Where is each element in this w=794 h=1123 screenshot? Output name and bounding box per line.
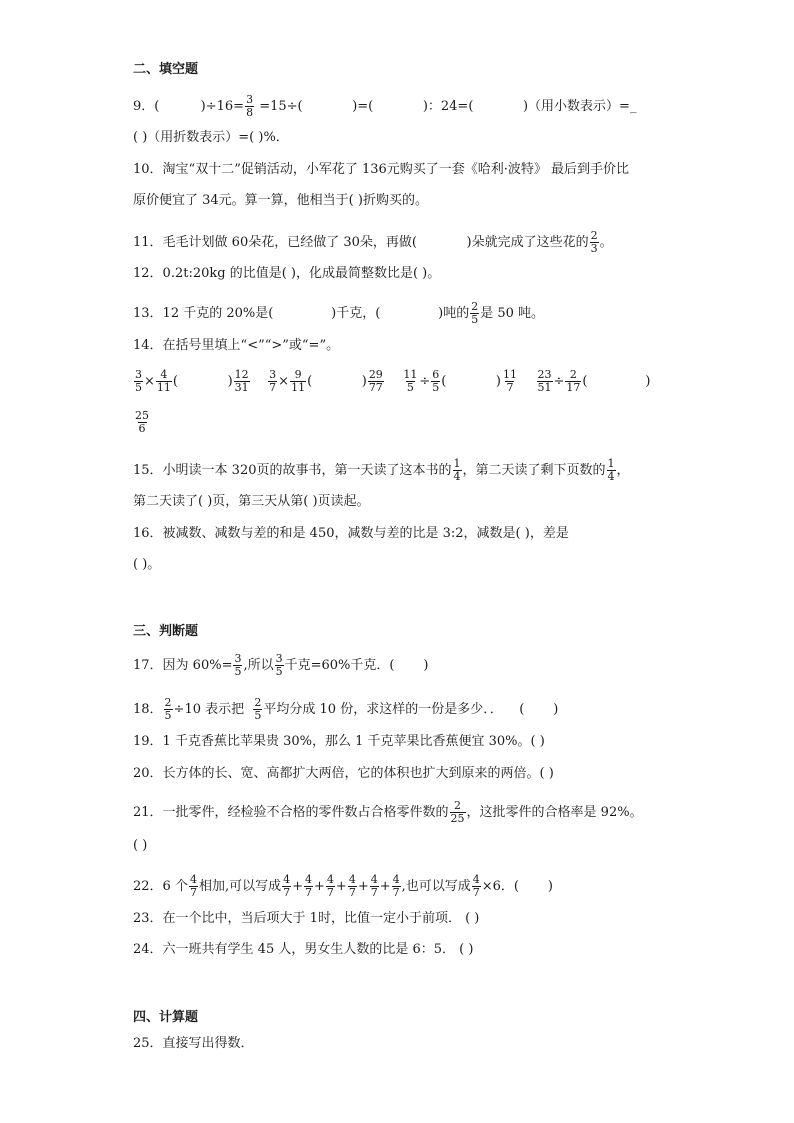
fraction: $\frac{1}{4}$ <box>453 457 461 483</box>
fraction: $\frac{29}{77}$ <box>368 368 383 394</box>
question-16-cont: ( )。 <box>133 557 161 572</box>
question-23: 23．在一个比中，当后项大于 1时，比值一定小于前项． ( ) <box>133 911 480 926</box>
answer-blank: ( ) <box>582 373 651 389</box>
fraction: $\frac{3}{7}$ <box>269 368 277 394</box>
fraction: $\frac{4}{7}$ <box>305 873 312 899</box>
fraction: $\frac{4}{7}$ <box>392 873 400 899</box>
q13-text-b: 是 50 吨。 <box>480 305 545 321</box>
fraction: $\frac{4}{7}$ <box>348 873 356 899</box>
section-heading-fill-blank: 二、填空题 <box>133 62 199 77</box>
fraction: $\frac{4}{7}$ <box>283 873 291 899</box>
question-14-comparisons: $\frac{3}{5}$ × $\frac{4}{11}$ ( ) $\frac{12}{31}$ $\frac{3}{7}$ × $\frac{9}{11}$ ( ) $\frac{29}{77}$ $\frac{11}{5}$ ÷ $\frac{6}{5}$ ( ) $\frac{11}{7}$ $\frac{23}{51}$ ÷ $\frac{2}{17}$ ( ) <box>135 368 651 394</box>
question-14: 14．在括号里填上“<”“>”或“=”。 <box>133 338 340 353</box>
answer-blank: ( ) <box>441 373 501 389</box>
question-22: 22．6 个 $\frac{4}{7}$ 相加,可以写成 $\frac{4}{7}$ + $\frac{4}{7}$ + $\frac{4}{7}$ + $\frac{4}{7}$ + $\frac{4}{7}$ + $\frac{4}{7}$ ,也可以写成 $\frac{4}{7}$ ×6．( ) <box>133 873 553 899</box>
fraction: $\frac{4}{7}$ <box>370 873 378 899</box>
question-17: 17．因为 60%= $\frac{3}{5}$ ,所以 $\frac{3}{5}$ 千克=60%千克．( ) <box>133 652 429 678</box>
section-heading-calculation: 四、计算题 <box>133 1010 199 1025</box>
fraction: $\frac{4}{7}$ <box>189 873 197 899</box>
question-14-last-fraction <box>133 410 151 435</box>
fraction: $\frac{6}{5}$ <box>432 368 440 394</box>
q9-text-a: 9．( )÷16= <box>133 98 245 114</box>
fraction: $\frac{3}{5}$ <box>275 652 283 678</box>
fraction: $\frac{2}{5}$ <box>254 696 262 722</box>
question-16: 16．被减数、减数与差的和是 450，减数与差的比是 3:2，减数是( )，差是 <box>133 526 569 541</box>
fraction: $\frac{3}{5}$ <box>234 652 242 678</box>
question-15 <box>133 458 630 483</box>
q15-text-a: 15．小明读一本 320页的故事书，第一天读了这本书的 <box>133 462 452 478</box>
fraction: $\frac{12}{31}$ <box>234 368 249 394</box>
question-11 <box>133 230 613 255</box>
fraction: $\frac{4}{11}$ <box>156 368 171 394</box>
fraction: $\frac{25}{6}$ <box>135 409 149 435</box>
question-10-cont: 原价便宜了 34元。算一算，他相当于( )折购买的。 <box>133 193 428 208</box>
q11-text-a: 11．毛毛计划做 60朵花，已经做了 30朵，再做( )朵就完成了这些花的 <box>133 234 589 250</box>
question-15-cont: 第二天读了( )页，第三天从第( )页读起。 <box>133 494 370 509</box>
question-20: 20．长方体的长、宽、高都扩大两倍，它的体积也扩大到原来的两倍。( ) <box>133 766 554 781</box>
question-10: 10．淘宝“双十二”促销活动，小军花了 136元购买了一套《哈利·波特》 最后到手价比 <box>133 162 630 177</box>
question-19: 19．1 千克香蕉比苹果贵 30%，那么 1 千克苹果比香蕉便宜 30%。( ) <box>133 734 545 749</box>
fraction: $\frac{2}{17}$ <box>566 368 581 394</box>
fraction: $\frac{2}{5}$ <box>164 696 172 722</box>
question-21-cont: ( ) <box>133 838 148 853</box>
q13-text-a: 13．12 千克的 20%是( )千克，( )吨的 <box>133 305 470 321</box>
question-12: 12．0.2t:20kg 的比值是( )，化成最简整数比是( )。 <box>133 266 441 281</box>
answer-blank: ( ) <box>172 373 233 389</box>
fraction: $\frac{23}{51}$ <box>537 368 552 394</box>
fraction: $\frac{11}{5}$ <box>403 368 418 394</box>
fraction: $\frac{4}{7}$ <box>472 873 480 899</box>
question-13 <box>133 301 544 326</box>
question-18: 18． $\frac{2}{5}$ ÷10 表示把 $\frac{2}{5}$ 平均分成 10 份，求这样的一份是多少．． ( ) <box>133 696 559 722</box>
q11-text-b: 。 <box>599 234 613 250</box>
q9-text-b: =15÷( )=( )：24=( )（用小数表示）=_ <box>255 98 637 114</box>
fraction: $\frac{11}{7}$ <box>502 368 517 394</box>
fraction: $\frac{9}{11}$ <box>291 368 306 394</box>
fraction: $\frac{2}{5}$ <box>471 300 479 326</box>
question-24: 24．六一班共有学生 45 人，男女生人数的比是 6：5． ( ) <box>133 942 474 957</box>
section-heading-true-false: 三、判断题 <box>133 624 199 639</box>
fraction: $\frac{1}{4}$ <box>607 457 615 483</box>
answer-blank: ( ) <box>307 373 367 389</box>
fraction: $\frac{3}{8}$ <box>246 93 254 119</box>
fraction: $\frac{2}{3}$ <box>590 229 598 255</box>
q15-text-c: ， <box>616 462 630 478</box>
question-9 <box>133 94 636 119</box>
question-9-cont: ( )（用折数表示）=( )%． <box>133 130 289 145</box>
fraction: $\frac{3}{5}$ <box>135 368 142 394</box>
fraction: $\frac{4}{7}$ <box>326 873 334 899</box>
q15-text-b: ，第二天读了剩下页数的 <box>462 462 606 478</box>
question-21: 21．一批零件，经检验不合格的零件数占合格零件数的 $\frac{2}{25}$ ，这批零件的合格率是 92%。 <box>133 799 643 825</box>
fraction: $\frac{2}{25}$ <box>450 799 465 825</box>
question-25: 25．直接写出得数． <box>133 1036 254 1051</box>
